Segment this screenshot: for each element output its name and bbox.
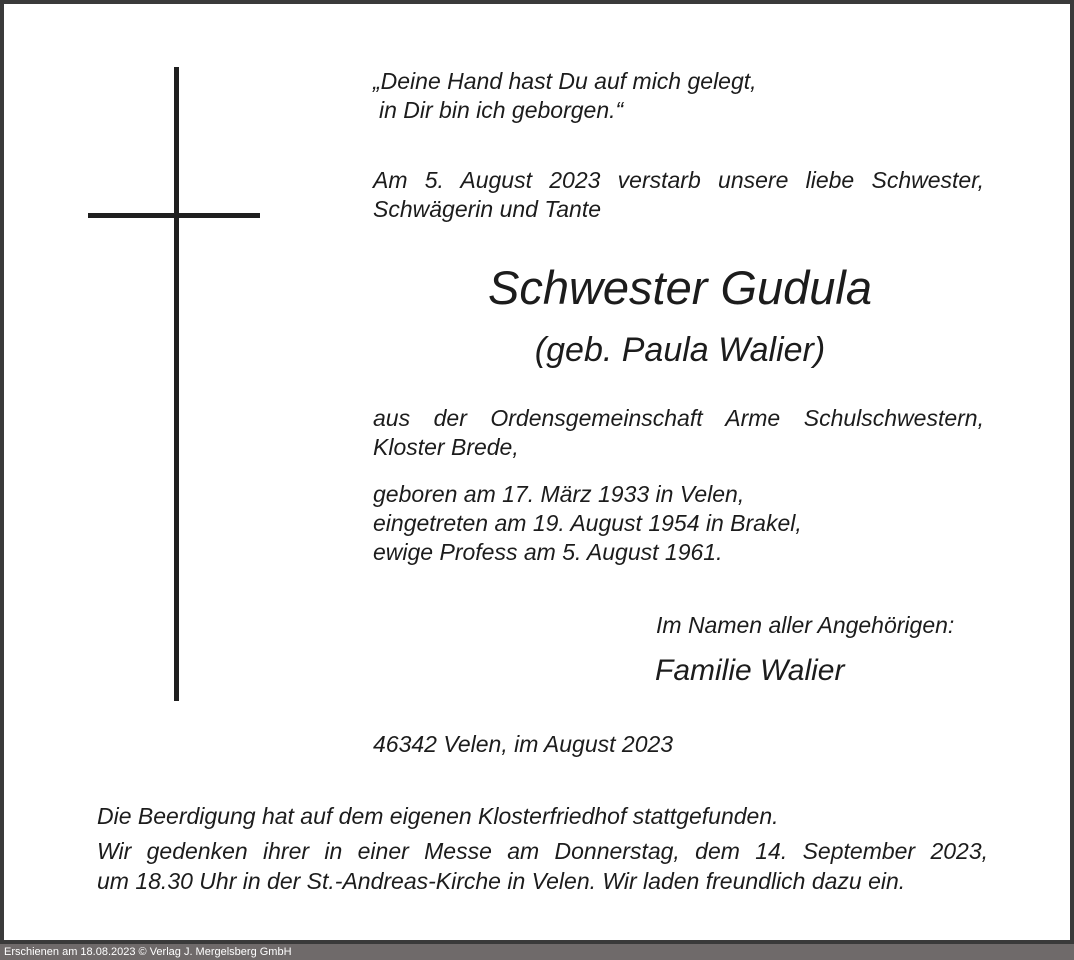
religious-order [373, 404, 984, 462]
place-date: 46342 Velen, im August 2023 [373, 731, 674, 757]
life-dates [373, 480, 802, 567]
intro-line-2: Schwägerin und Tante [373, 196, 602, 222]
family-name: Familie Walier [655, 654, 845, 687]
quote-line-2: in Dir bin ich geborgen.“ [379, 97, 624, 123]
cross-icon [174, 67, 179, 701]
birth-name: (geb. Paula Walier) [534, 331, 826, 369]
date-line: geboren am 17. März 1933 in Velen, [373, 481, 745, 507]
bible-quote [373, 67, 757, 125]
deceased-name: Schwester Gudula [487, 261, 873, 314]
quote-line-1: „Deine Hand hast Du auf mich gelegt, [373, 68, 757, 94]
memorial-line-2: um 18.30 Uhr in der St.-Andreas-Kirche in Velen. Wir laden freundlich dazu ein. [97, 868, 906, 894]
memorial-mass-note [97, 836, 988, 896]
date-line: eingetreten am 19. August 1954 in Brakel, [373, 510, 802, 536]
cross-icon-bar [88, 213, 260, 218]
memorial-line-1: Wir gedenken ihrer in einer Messe am Donnerstag, dem 14. September 2023, [97, 838, 988, 864]
signoff-text: Im Namen aller Angehörigen: [656, 612, 955, 638]
death-announcement [373, 166, 984, 224]
publisher-footer: Erschienen am 18.08.2023 © Verlag J. Mergelsberg GmbH [0, 944, 1074, 960]
intro-line-1: Am 5. August 2023 verstarb unsere liebe Schwester, [373, 167, 984, 193]
burial-note: Die Beerdigung hat auf dem eigenen Klosterfriedhof stattgefunden. [97, 803, 779, 829]
order-line-1: aus der Ordensgemeinschaft Arme Schulschwestern, [373, 405, 984, 431]
date-line: ewige Profess am 5. August 1961. [373, 539, 723, 565]
order-line-2: Kloster Brede, [373, 434, 519, 460]
